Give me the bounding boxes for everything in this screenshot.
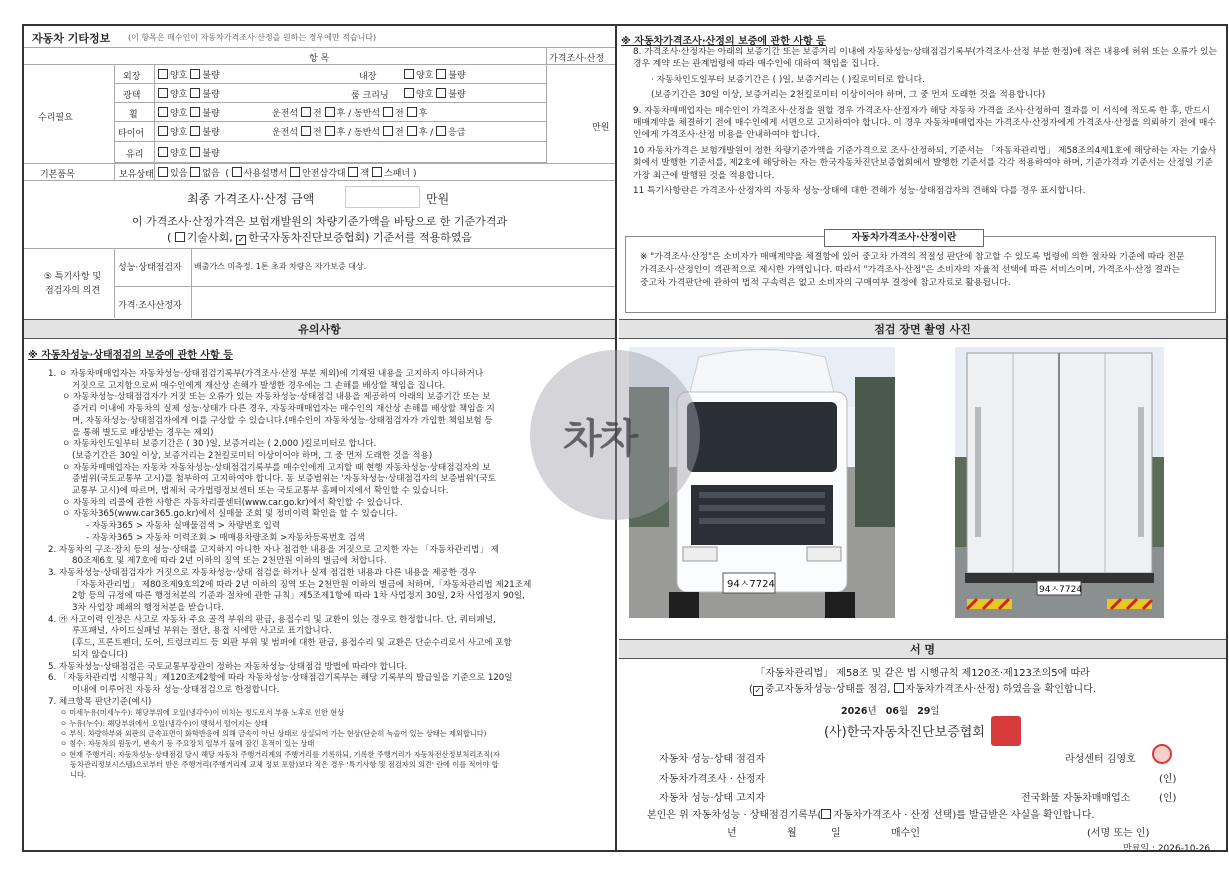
special-notes: ⑤ 특기사항 및 점검자의 의견 성능·상태점검자 배출가스 미측정. 1톤 초과 차량은 자가보증 대상. 가격·조사산정자 <box>24 248 615 318</box>
etc-info-title: 자동차 기타정보 <box>32 32 111 45</box>
left-column <box>24 26 617 850</box>
checkbox[interactable] <box>190 167 200 177</box>
checkbox[interactable] <box>301 126 311 136</box>
criteria-line: ㅇ 부식: 차량하부와 외판의 금속표면이 화학반응에 의해 금속이 아닌 상태로 상실되어 가는 현상(단순히 녹슬어 있는 상태는 제외합니다) <box>60 728 487 738</box>
notice-line: ㅇ 자동차매매업자는 자동차 자동차성능·상태점검기록부를 매수인에게 고지할 때 현행 자동차성능·상태점검자의 보 <box>62 462 491 473</box>
checkbox[interactable] <box>404 69 414 79</box>
notice-line: - 자동차365 > 자동차 이력조회 > 매매용차량조회 >자동차등록번호 검색 <box>86 532 365 543</box>
notice-line: (보증기간은 30일 이상, 보증거리는 2천킬로미터 이상이어야 하며, 그 중 먼저 도래한 것을 적용) <box>72 450 433 461</box>
price-unit: 만원 <box>592 123 610 133</box>
notice-line: 80조제6호 및 제7호에 따라 2년 이하의 징역 또는 2천만원 이하의 벌금에 처합니다. <box>72 556 387 567</box>
warranty-item: 10 자동차가격은 보험개발원이 정한 차량기준가액을 기준가격으로 조사·산정하되, 기준서는 「자동차관리법」 제58조의4제1호에 해당하는 자는 기술사회에서 발행한 기준서를, 제2호에 해당하는 자는 한국자동차진단보증협회에서 발행한 기준서를 각각 적용하여야 하며, 기준가격과 기준서는 산정일 기준 가장 최근에 발행된 것을 적용합니다. <box>633 145 1217 181</box>
notice-line: ㅇ 자동차365(www.car365.go.kr)에서 실매물 조회 및 정비이력 확인을 할 수 있습니다. <box>62 509 398 520</box>
definition-title: 자동차가격조사·산정이란 <box>824 229 984 247</box>
checked-box[interactable]: ✓ <box>754 686 762 695</box>
checkbox[interactable] <box>821 809 831 819</box>
warranty-item: · 자동차인도일부터 보증기간은 ( )일, 보증거리는 ( )킬로미터로 합니다. <box>651 74 925 85</box>
truck-rear-image <box>955 347 1164 618</box>
notice-line: 2. 자동차의 구조·장치 등의 성능·상태를 고지하지 아니한 자나 점검한 내용을 거짓으로 고지한 자는 「자동차관리법」 제 <box>48 544 499 555</box>
notice-line: 되지 않습니다) <box>72 649 128 660</box>
photo-area <box>619 343 1226 635</box>
checkbox[interactable] <box>436 69 446 79</box>
notice-line: 루프패널, 사이드실패널 부위는 절단, 용접 시에만 사고로 표기합니다. <box>72 626 332 637</box>
checkbox[interactable] <box>348 167 358 177</box>
row-basic-items: 기본품목 보유상태 있음 없음 ( 사용설명서 안전삼각대 잭 스패너 ) <box>24 163 615 181</box>
criteria-line: ㅇ 침수: 자동차의 원동기, 변속기 등 주요장치 일부가 물에 잠긴 흔적이 있는 상태 <box>60 739 315 749</box>
criteria-line: ㅇ 미세누유(미세누수): 해당부위에 오일(냉각수)이 비치는 정도로서 부품 노후로 인한 현상 <box>60 708 345 718</box>
notice-line: - 자동차365 > 자동차 실매물검색 > 차량번호 입력 <box>86 521 281 532</box>
truck-rear-photo <box>955 347 1164 618</box>
front-plate-text: 94ㅅ7724 <box>727 579 775 590</box>
final-amount-row: 최종 가격조사·산정 금액 만원 <box>24 182 615 212</box>
notice-line: 증거리 이내에 자동차의 실제 성능·상태가 다른 경우, 자동차매매업자는 매수인의 재산상 손해를 배상할 책임을 지 <box>72 404 495 415</box>
checkbox[interactable] <box>407 107 417 117</box>
inspector-seal-icon <box>1152 744 1172 764</box>
col-price-header: 가격조사·산정 <box>549 54 605 64</box>
org-seal-icon <box>991 716 1021 746</box>
checkbox[interactable] <box>383 126 393 136</box>
etc-info-section <box>24 26 615 318</box>
row-glass: 유리 양호 불량 <box>114 142 546 163</box>
row-gloss: 광택 양호 불량 룸 크리닝 양호 불량 <box>114 84 546 103</box>
checkbox[interactable] <box>383 107 393 117</box>
checkbox[interactable] <box>436 126 446 136</box>
etc-info-note: (이 항목은 매수인이 자동차가격조사·산정을 원하는 경우에만 적습니다) <box>128 33 377 42</box>
definition-box: 자동차가격조사·산정이란 ※ "가격조사·산정"은 소비자가 매매계약을 체결함에 있어 중고차 가격의 적절성 판단에 참고할 수 있도록 법령에 의한 절차와 기준에 따라 전문 가격조사·산정인이 객관적으로 제시한 가액입니다. 따라서 "가격조사·산정"은 소비자의 자율적 선택에 따른 서비스이며, 가격조사·산정 결과는 중고차 가격판단에 관하여 법적 구속력은 없고 소비자의 구매여부 결정에 참고자료로 활용됩니다. <box>625 236 1216 313</box>
org-name: (사)한국자동차진단보증협회 <box>824 725 985 740</box>
notice-line: ㅇ 자동차의 리콜에 관한 사항은 자동차리콜센터(www.car.go.kr)에서 확인할 수 있습니다. <box>62 497 403 508</box>
notice-line: 5. 자동차성능·상태점검은 국토교통부장관이 정하는 자동차성능·상태점검 방법에 따라야 합니다. <box>48 661 408 672</box>
sign-header: 서 명 <box>619 639 1226 659</box>
checkbox[interactable] <box>190 147 200 157</box>
checkbox[interactable] <box>232 167 242 177</box>
checkbox[interactable] <box>158 69 168 79</box>
criteria-line: ㅇ 현재 주행거리: 자동차성능·상태점검 당시 해당 자동차 주행거리계의 주행거리를 기록하되, 기록한 주행거리가 자동차전산정보처리조직(자 <box>60 749 500 759</box>
notice-line: ㅇ 자동차성능·상태점검자가 거짓 또는 오류가 있는 자동차성능·상태점검 내용을 제공하여 아래의 보증기간 또는 보 <box>62 392 491 403</box>
checkbox[interactable] <box>158 88 168 98</box>
checkbox[interactable] <box>436 88 446 98</box>
criteria-line: ㅇ 누유(누수): 해당부위에서 오일(냉각수)이 맺혀서 떨어지는 상태 <box>60 718 268 728</box>
basis-text: 이 가격조사·산정가격은 보험개발원의 차량기준가액을 바탕으로 한 기준가격과 ( 기술사회, ✓ 한국자동차진단보증협회) 기준서를 적용하였음 <box>131 215 508 244</box>
checkbox[interactable] <box>301 107 311 117</box>
notice-line: 4. ㉮ 사고이력 인정은 사고로 자동차 주요 골격 부위의 판금, 용접수리 및 교환이 있는 경우로 한정합니다. 단, 쿼터패널, <box>48 614 496 625</box>
repair-label: 수리필요 <box>38 113 73 123</box>
notice-line: ㅇ 자동차인도일부터 보증기간은 ( 30 )일, 보증거리는 ( 2,000 )킬로미터로 합니다. <box>62 439 377 450</box>
checkbox[interactable] <box>372 167 382 177</box>
checkbox[interactable] <box>190 69 200 79</box>
checkbox[interactable] <box>190 107 200 117</box>
final-amount-input[interactable] <box>345 186 420 208</box>
col-item-header: 항 목 <box>309 54 330 64</box>
warranty-item: 8. 가격조사·산정자는 아래의 보증기간 또는 보증거리 이내에 자동차성능·상태점검기록부(가격조사·산정 부분 한정)에 적은 내용에 허위 또는 오류가 있는 경우 계약 또는 관계법령에 따라 매수인에 대하여 책임을 집니다. <box>633 47 1217 70</box>
notice-line: 3. 자동차성능·상태점검자가 거짓으로 자동차성능·상태 점검을 하거나 실제 점검한 내용과 다른 내용을 제공한 경우 <box>48 567 477 578</box>
warranty-list <box>633 46 1221 200</box>
notice-header: 유의사항 <box>24 319 615 339</box>
notice-line: 며, 자동차성능·상태점검자에게 이를 구상할 수 있습니다.(매수인이 자동차성능·상태점검자가 가입한 책임보험 등 <box>72 415 493 426</box>
row-wheel: 휠 양호 불량 운전석 전 후 / 동반석 전 후 <box>114 103 546 122</box>
warranty-item: 11 특기사항란은 가격조사·산정자의 자동차 성능·상태에 대한 견해가 성능·상태점검자의 견해와 다를 경우 표시합니다. <box>633 186 1086 197</box>
criteria-line: 니다. <box>70 770 87 780</box>
row-label: 외장 <box>123 72 141 82</box>
row-exterior: 외장 양호 불량 내장 양호 불량 <box>114 65 546 84</box>
checkbox[interactable] <box>158 147 168 157</box>
checkbox[interactable] <box>190 88 200 98</box>
checkbox[interactable] <box>175 232 185 242</box>
notice-line: 을 통해 별도로 배상받는 경우는 제외) <box>72 427 214 438</box>
checkbox[interactable] <box>290 167 300 177</box>
notice-line: 거짓으로 고지함으로써 매수인에게 재산상 손해가 발생한 경우에는 그 손해를 배상할 책임을 집니다. <box>72 380 446 391</box>
notice-line: 6. 「자동차관리법 시행규칙」제120조제2항에 따라 자동차성능·상태점검기록부는 해당 기록부의 발급일을 기준으로 120일 <box>48 673 513 684</box>
notice-line: (후드, 프론트펜더, 도어, 트렁크리드 등 외판 부위 및 범퍼에 대한 판금, 용접수리 및 교환은 단순수리로서 사고에 포함 <box>72 638 512 649</box>
checkbox[interactable] <box>158 107 168 117</box>
checkbox[interactable] <box>325 126 335 136</box>
checkbox[interactable] <box>894 683 904 693</box>
notice-line: 이내에 이루어진 자동차 성능·상태점검으로 한정합니다. <box>72 684 280 695</box>
notice-line: 교통부 고시)에 따르며, 법제처 국가법령정보센터 또는 국토교통부 홈페이지에서 확인할 수 있습니다. <box>72 486 449 496</box>
right-column <box>619 26 1226 854</box>
sign-date: 2026년 06월 29일 <box>841 706 940 717</box>
notice-section: ※ 자동차성능·상태점검의 보증에 관한 사항 등 1. ㅇ 자동차매매업자는 자동차성능·상태점검기록부(가격조사·산정 부분 제외)에 기재된 내용을 고지하지 아니하거나 거짓으로 고지함으로써 매수인에게 재산상 손해가 발생한 경우에는 그 손해를 배상할 책임을 집니다. ㅇ 자동차성능·상태점검자가 거짓 또는 오류가 있는 자동차성능·상태점검 내용을 제공하여 아래의 보증기간 또는 보 증거리 이내에 자동차의 실제 성능·상태가 다른 경우, 자동차매매업자는 매수인의 재산상 손해를 배상할 책임을 지 며, 자동차성능·상태점검자에게 이를 구상할 수 있습니다.(매수인이 자동차성능·상태점검자가 가입한 책임보험 등 을 통해 별도로 배상받는 경우는 제외) ㅇ 자동차인도일부터 보증기간은 ( 30 )일, 보증거리는 ( 2,000 )킬로미터로 합니다. (보증기간은 30일 이상, 보증거리는 2천킬로미터 이상이어야 하며, 그 중 먼저 도래한 것을 적용) ㅇ 자동차매매업자는 자동차 자동차성능·상태점검기록부를 매수인에게 고지할 때 현행 자동차성능·상태점검자의 보 증범위(국토교통부 고시)를 첨부하여 고지하여야 합니다. 동 보증범위는 '자동차성능·상태점검자의 보증범위'(국토 교통부 고시)에 따르며, 법제처 국가법령정보센터 또는 국토교통부 홈페이지에서 확인할 수 있습니다. ㅇ 자동차의 리콜에 관한 사항은 자동차리콜센터(www.car.go.kr)에서 확인할 수 있습니다. ㅇ 자동차365(www.car365.go.kr)에서 실매물 조회 및 정비이력 확인을 할 수 있습니다. - 자동차365 > 자동차 실매물검색 > 차량번호 입력 - 자동차365 > 자동차 이력조회 > 매매용차량조회 >자동차등록번호 검색 2. 자동차의 구조·장치 등의 성능·상태를 고지하지 아니한 자나 점검한 내용을 거짓으로 고지한 자는 「자동차관리법」 제 80조제6호 및 제7호에 따라 2년 이하의 징역 또는 2천만원 이하의 벌금에 처합니다. 3. 자동차성능·상태점검자가 거짓으로 자동차성능·상태 점검을 하거나 실제 점검한 내용과 다른 내용을 제공한 경우 「자동차관리법」 제80조제9호의2에 따라 2년 이하의 징역 또는 2천만원 이하의 벌금에 처하며,「자동차관리법 제21조제 2항 등의 규정에 따른 행정처분의 기준과 절차에 관한 규칙」제5조제1항에 따라 1차 사업정지 30일, 2차 사업정지 90일, 3차 사업장 폐쇄의 행정처분을 받습니다. 4. ㉮ 사고이력 인정은 사고로 자동차 주요 골격 부위의 판금, 용접수리 및 교환이 있는 경우로 한정합니다. 단, 쿼터패널, 루프패널, 사이드실패널 부위는 절단, 용접 시에만 사고로 표기합니다. (후드, 프론트펜더, 도어, 트렁크리드 등 외판 부위 및 범퍼에 대한 판금, 용접수리 및 교환은 단순수리로서 사고에 포함 되지 않습니다) 5. 자동차성능·상태점검은 국토교통부장관이 정하는 자동차성능·상태점검 방법에 따라야 합니다. 6. 「자동차관리법 시행규칙」제120조제2항에 따라 자동차성능·상태점검기록부는 해당 기록부의 발급일을 기준으로 120일 이내에 이루어진 자동차 성능·상태점검으로 한정합니다. 7. 체크항목 판단기준(예시) ㅇ 미세누유(미세누수): 해당부위에 오일(냉각수)이 비치는 정도로서 부품 노후로 인한 현상 ㅇ 누유(누수): 해당부위에서 오일(냉각수)이 맺혀서 떨어지는 상태 ㅇ 부식: 차량하부와 외판의 금속표면이 화학반응에 의해 금속이 아닌 상태로 상실되어 가는 현상(단순히 녹슬어 있는 상태는 제외합니다) ㅇ 침수: 자동차의 원동기, 변속기 등 주요장치 일부가 물에 잠긴 흔적이 있는 상태 ㅇ 현재 주행거리: 자동차성능·상태점검 당시 해당 자동차 주행거리계의 주행거리를 기록하되, 기록한 주행거리가 자동차전산정보처리조직(자 동차관리정보시스템)으로부터 받은 주행거리(주행거리계 교체 정보 포함)보다 적은 경우 '특기사항 및 점검자의 의견' 란에 이를 적어야 합 니다. <box>28 350 532 780</box>
checked-box[interactable]: ✓ <box>237 235 245 244</box>
notice-line: 「자동차관리법」 제80조제9호의2에 따라 2년 이하의 징역 또는 2천만원 이하의 벌금에 처하며,「자동차관리법 제21조제 <box>72 579 532 590</box>
checkbox[interactable] <box>407 126 417 136</box>
checkbox[interactable] <box>404 88 414 98</box>
checkbox[interactable] <box>190 126 200 136</box>
notice-line: 3차 사업장 폐쇄의 행정처분을 받습니다. <box>72 603 224 613</box>
criteria-line: 동차관리정보시스템)으로부터 받은 주행거리(주행거리계 교체 정보 포함)보다 적은 경우 '특기사항 및 점검자의 의견' 란에 이를 적어야 합 <box>70 759 499 769</box>
checkbox[interactable] <box>158 167 168 177</box>
photo-header: 점검 장면 촬영 사진 <box>619 319 1226 339</box>
notice-line: 증범위(국토교통부 고시)를 첨부하여 고지하여야 합니다. 동 보증범위는 '자동차성능·상태점검자의 보증범위'(국토 <box>72 474 496 485</box>
sign-section: 「자동차관리법」 제58조 및 같은 법 시행규칙 제120조·제123조의5에 따라 ( ✓ 중고자동차성능·상태를 점검, 자동차가격조사·산정) 하였음을 확인합니다. 2026년 06월 29일 (사)한국자동차진단보증협회 자동차 성능·상태 점검자 라성센터 김영호 자동차가격조사 · 산정자 (인) 자동차 성능·상태 고지자 전국화물 자동차매매업소 (인) 본인은 위 자동차성능 · 상태점검기록부( 자동차가격조사 · 산정 선택)를 발급받은 사실을 확인합니다. 년 월 일 매수인 (서명 또는 인) 만료일 : 2026-10-26 <box>647 668 1211 854</box>
warranty-section: ※ 자동차가격조사·산정의 보증에 관한 사항 등 8. 가격조사·산정자는 아래의 보증기간 또는 보증거리 이내에 자동차성능·상태점검기록부(가격조사·산정 부분 한정)에 적은 내용에 허위 또는 오류가 있는 경우 계약 또는 관계법령에 따라 매수인에 대하여 책임을 집니다. · 자동차인도일부터 보증기간은 ( )일, 보증거리는 ( )킬로미터로 합니다. (보증기간은 30일 이상, 보증거리는 2천킬로미터 이상이어야 하며, 그 중 먼저 도래한 것을 적용합니다) 9. 자동차매매업자는 매수인이 가격조사·산정을 원할 경우 가격조사·산정자가 해당 자동차 가격을 조사·산정하여 결과를 이 서식에 적도록 한 후, 반드시 매매계약을 체결하기 전에 매수인에게 서면으로 고지하여야 합니다. 이 경우 자동차매매업자는 가격조사·산정자에게 가격조사·산정을 의뢰하기 전에 매수인에게 가격조사·산정 비용을 안내하여야 합니다. 10 자동차가격은 보험개발원이 정한 차량기준가액을 기준가격으로 조사·산정하되, 기준서는 「자동차관리법」 제58조의4제1호에 해당하는 자는 기술사회에서 발행한 기준서를, 제2호에 해당하는 자는 한국자동차진단보증협회에서 발행한 기준서를 각각 적용하여야 하며, 기준가격과 기준서는 산정일 기준 가장 최근에 발행된 것을 적용합니다. 11 특기사항란은 가격조사·산정자의 자동차 성능·상태에 대한 견해가 성능·상태점검자의 견해와 다를 경우 표시합니다. 자동차가격조사·산정이란 ※ "가격조사·산정"은 소비자가 매매계약을 체결함에 있어 중고차 가격의 적절성 판단에 참고할 수 있도록 법령에 의한 절차와 기준에 따라 전문 가격조사·산정인이 객관적으로 제시한 가액입니다. 따라서 "가격조사·산정"은 소비자의 자율적 선택에 따른 서비스이며, 가격조사·산정 결과는 중고차 가격판단에 관하여 법적 구속력은 없고 소비자의 구매여부 결정에 참고자료로 활용됩니다. <box>619 26 1226 318</box>
notice-line: 1. ㅇ 자동차매매업자는 자동차성능·상태점검기록부(가격조사·산정 부분 제외)에 기재된 내용을 고지하지 아니하거나 <box>48 369 484 379</box>
checkbox[interactable] <box>325 107 335 117</box>
notice-line: 2항 등의 규정에 따른 행정처분의 기준과 절차에 관한 규칙」제5조제1항에 따라 1차 사업정지 30일, 2차 사업정지 90일, <box>72 591 525 602</box>
notice-line: 7. 체크항목 판단기준(예시) <box>48 696 152 707</box>
warranty-item: (보증기간은 30일 이상, 보증거리는 2천킬로미터 이상이어야 하며, 그 중 먼저 도래한 것을 적용합니다) <box>651 90 1046 101</box>
rear-plate-text: 94ㅅ7724 <box>1039 585 1083 595</box>
warranty-item: 9. 자동차매매업자는 매수인이 가격조사·산정을 원할 경우 가격조사·산정자가 해당 자동차 가격을 조사·산정하여 결과를 이 서식에 적도록 한 후, 반드시 매매계약을 체결하기 전에 매수인에게 서면으로 고지하여야 합니다. 이 경우 자동차매매업자는 가격조사·산정자에게 가격조사·산정을 의뢰하기 전에 매수인에게 가격조사·산정 비용을 안내하여야 합니다. <box>633 105 1216 141</box>
checkbox[interactable] <box>158 126 168 136</box>
watermark-text: 차차 <box>563 416 637 462</box>
row-tire: 타이어 양호 불량 운전석 전 후 / 동반석 전 후 / 응급 <box>114 122 546 142</box>
